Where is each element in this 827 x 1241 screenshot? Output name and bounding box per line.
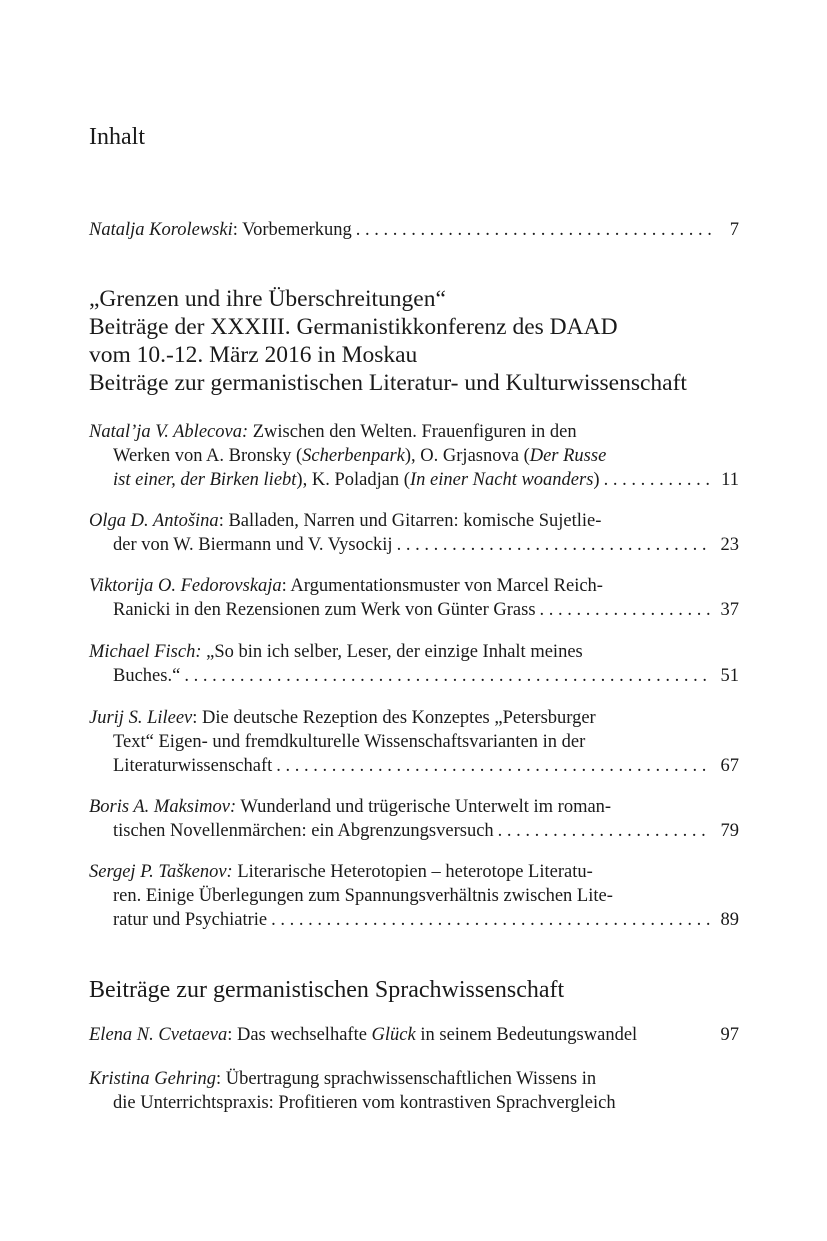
- dot-leader: [540, 598, 711, 622]
- entry-author: Boris A. Maksimov:: [89, 797, 237, 817]
- dot-leader: [498, 819, 711, 843]
- entry-author: Kristina Gehring: [89, 1069, 216, 1089]
- page-number: 97: [720, 1025, 739, 1045]
- page-title: Inhalt: [89, 124, 145, 150]
- part-heading-linguistics: Beiträge zur germanistischen Sprachwissenschaft: [89, 977, 565, 1003]
- toc-entry[interactable]: Viktorija O. Fedorovskaja: Argumentationsmuster von Marcel Reich- Ranicki in den Rezensionen zum Werk von Günter Grass . . . 37: [89, 574, 739, 622]
- entry-author: Jurij S. Lileev: [89, 708, 193, 728]
- entry-author: Natal’ja V. Ablecova:: [89, 422, 249, 442]
- page-number: 23: [720, 535, 739, 555]
- entry-author: Elena N. Cvetaeva: [89, 1025, 228, 1045]
- dot-leader: [184, 664, 711, 688]
- entry-author: Viktorija O. Fedorovskaja: [89, 576, 282, 596]
- toc-entry[interactable]: Boris A. Maksimov: Wunderland und trügerische Unterwelt im roman- tischen Novellenmärchen: ein Abgrenzungsversuch . . . 79: [89, 795, 739, 843]
- entry-author: Olga D. Antošina: [89, 511, 219, 531]
- dot-leader: [271, 908, 711, 932]
- part-heading-literature: „Grenzen und ihre Überschreitungen“ Beiträge der XXXIII. Germanistikkonferenz des DAAD vom 10.-12. März 2016 in Moskau Beiträge zur germanistischen Literatur- und Kulturwissenschaft: [89, 286, 687, 396]
- toc-entry[interactable]: Jurij S. Lileev: Die deutsche Rezeption des Konzeptes „Petersburger Text“ Eigen- und fremdkulturelle Wissenschaftsvarianten in der Literaturwissenschaft . . . 67: [89, 706, 739, 778]
- entry-author: Sergej P. Taškenov:: [89, 862, 233, 882]
- toc-entry[interactable]: Elena N. Cvetaeva: Das wechselhafte Glück in seinem Bedeutungswandel 97: [89, 1025, 739, 1045]
- page-number: 67: [720, 756, 739, 776]
- dot-leader: [604, 468, 711, 492]
- entry-title: Vorbemerkung: [242, 220, 352, 240]
- entry-author: Michael Fisch:: [89, 642, 202, 662]
- page-number: 79: [720, 821, 739, 841]
- toc-entry[interactable]: Sergej P. Taškenov: Literarische Heterotopien – heterotope Literatu- ren. Einige Überlegungen zum Spannungsverhältnis zwischen Lite- ratur und Psychiatrie . . . 89: [89, 860, 739, 932]
- toc-entry[interactable]: Kristina Gehring: Übertragung sprachwissenschaftlichen Wissens in die Unterrichtspraxis: Profitieren vom kontrastiven Sprachvergleich: [89, 1069, 616, 1113]
- page-number: 37: [720, 600, 739, 620]
- page-number: 89: [720, 910, 739, 930]
- entry-author: Natalja Korolewski: [89, 220, 233, 240]
- toc-entry[interactable]: Michael Fisch: „So bin ich selber, Leser, der einzige Inhalt meines Buches.“ . . . 51: [89, 640, 739, 688]
- dot-leader: [276, 754, 711, 778]
- dot-leader: [356, 218, 711, 242]
- page-number: 7: [729, 220, 739, 240]
- toc-entry-foreword[interactable]: Natalja Korolewski: Vorbemerkung . . . 7: [89, 218, 739, 242]
- dot-leader: [397, 533, 711, 557]
- toc-entry[interactable]: Natal’ja V. Ablecova: Zwischen den Welten. Frauenfiguren in den Werken von A. Bronsky (Scherbenpark), O. Grjasnova (Der Russe ist einer, der Birken liebt), K. Poladjan (In einer Nacht woanders) . . . 11: [89, 420, 739, 492]
- page-number: 51: [720, 666, 739, 686]
- page-number: 11: [721, 470, 739, 490]
- toc-entry[interactable]: Olga D. Antošina: Balladen, Narren und Gitarren: komische Sujetlie- der von W. Biermann und V. Vysockij . . . 23: [89, 509, 739, 557]
